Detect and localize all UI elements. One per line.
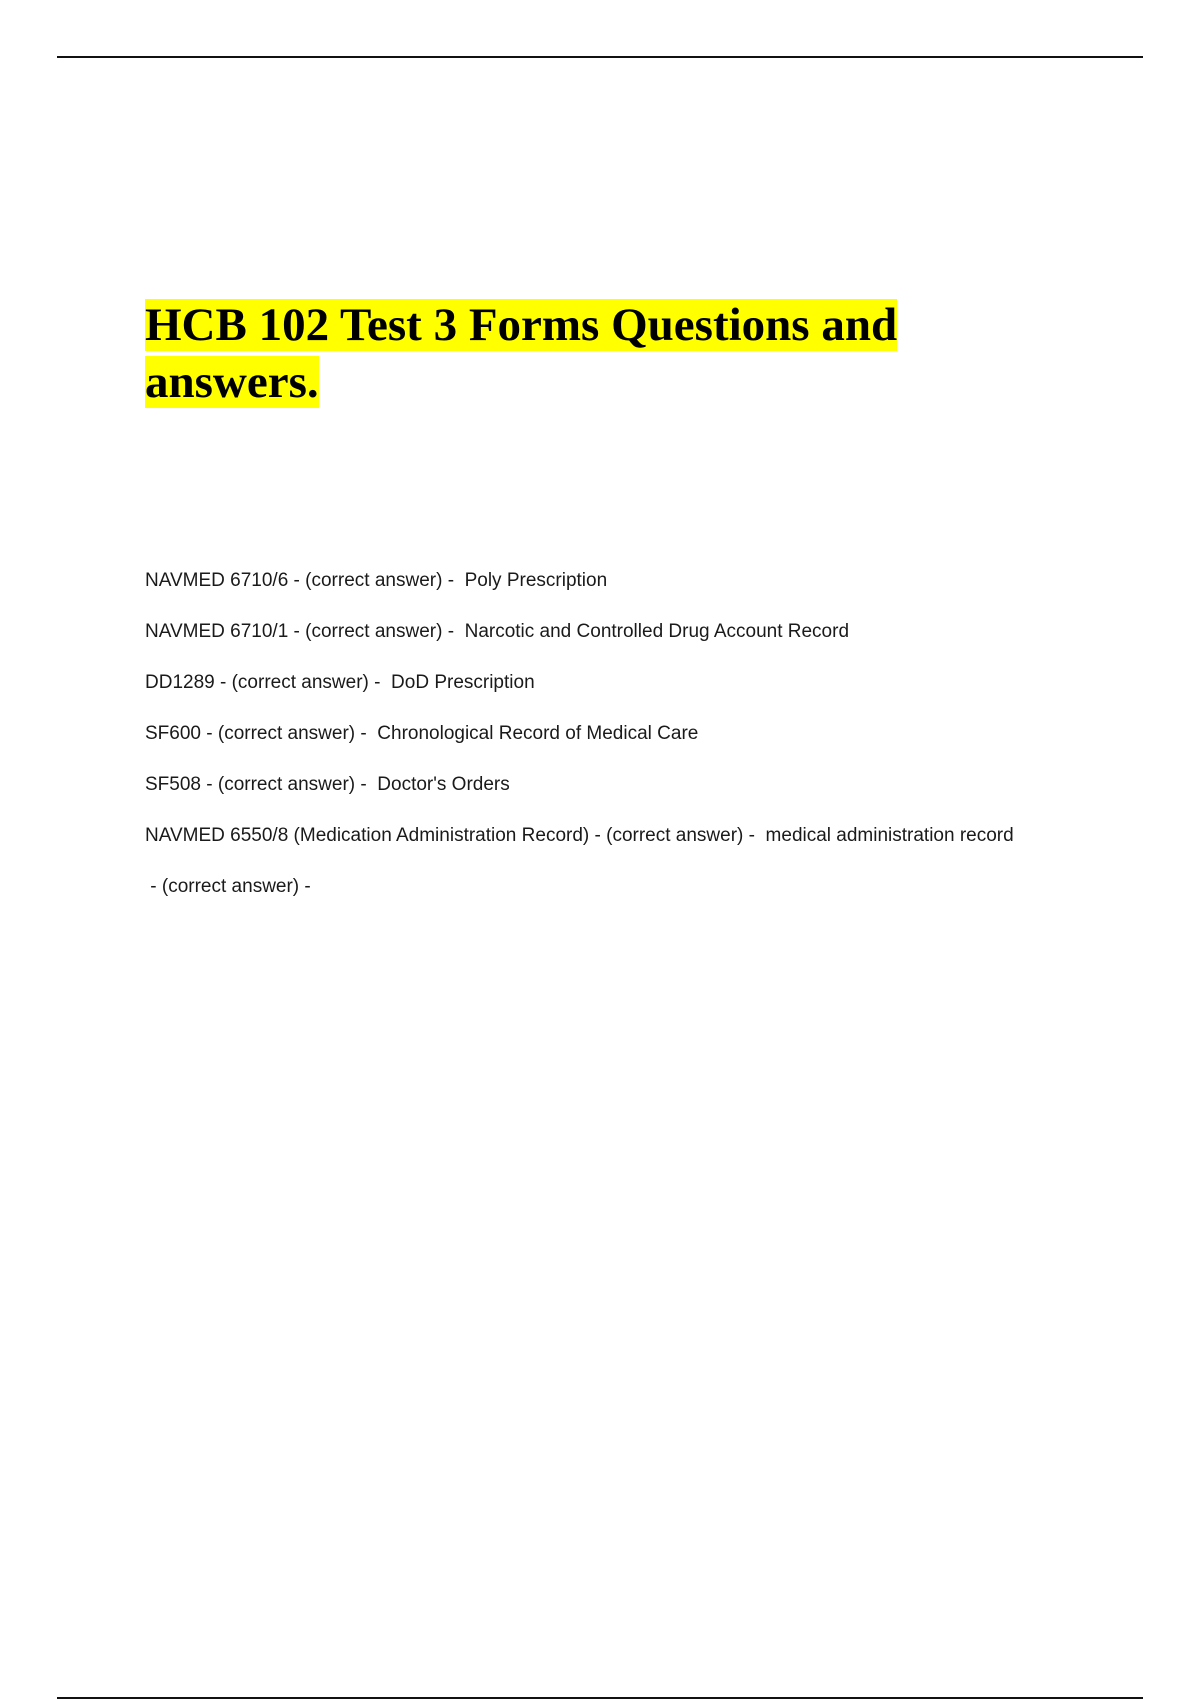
qa-term: NAVMED 6710/1 xyxy=(145,621,289,642)
document-title-text: HCB 102 Test 3 Forms Questions and answers. xyxy=(145,299,898,408)
qa-term: NAVMED 6710/6 xyxy=(145,570,289,591)
qa-separator: - (correct answer) - xyxy=(288,621,460,642)
qa-separator: - (correct answer) - xyxy=(200,723,373,744)
qa-list xyxy=(145,565,1050,922)
qa-item xyxy=(145,769,1050,801)
qa-item xyxy=(145,820,1050,852)
qa-separator: - (correct answer) - xyxy=(200,774,373,795)
qa-item xyxy=(145,871,1050,903)
qa-term: SF600 xyxy=(145,723,201,744)
top-rule xyxy=(57,56,1143,58)
qa-item xyxy=(145,718,1050,750)
qa-separator: - (correct answer) - xyxy=(145,876,317,897)
bottom-rule xyxy=(57,1697,1143,1699)
qa-item xyxy=(145,616,1050,648)
qa-answer: Doctor's Orders xyxy=(372,774,510,795)
qa-answer: medical administration record xyxy=(760,825,1014,846)
qa-answer: Narcotic and Controlled Drug Account Record xyxy=(459,621,850,642)
qa-item xyxy=(145,565,1050,597)
qa-answer: Chronological Record of Medical Care xyxy=(372,723,699,744)
qa-term: SF508 xyxy=(145,774,201,795)
qa-term: NAVMED 6550/8 (Medication Administration Record) xyxy=(145,825,590,846)
qa-item xyxy=(145,667,1050,699)
qa-answer: DoD Prescription xyxy=(385,672,535,693)
qa-answer: Poly Prescription xyxy=(459,570,608,591)
qa-separator: - (correct answer) - xyxy=(214,672,386,693)
qa-separator: - (correct answer) - xyxy=(589,825,761,846)
document-title xyxy=(145,297,1045,411)
qa-separator: - (correct answer) - xyxy=(288,570,460,591)
qa-term: DD1289 xyxy=(145,672,215,693)
